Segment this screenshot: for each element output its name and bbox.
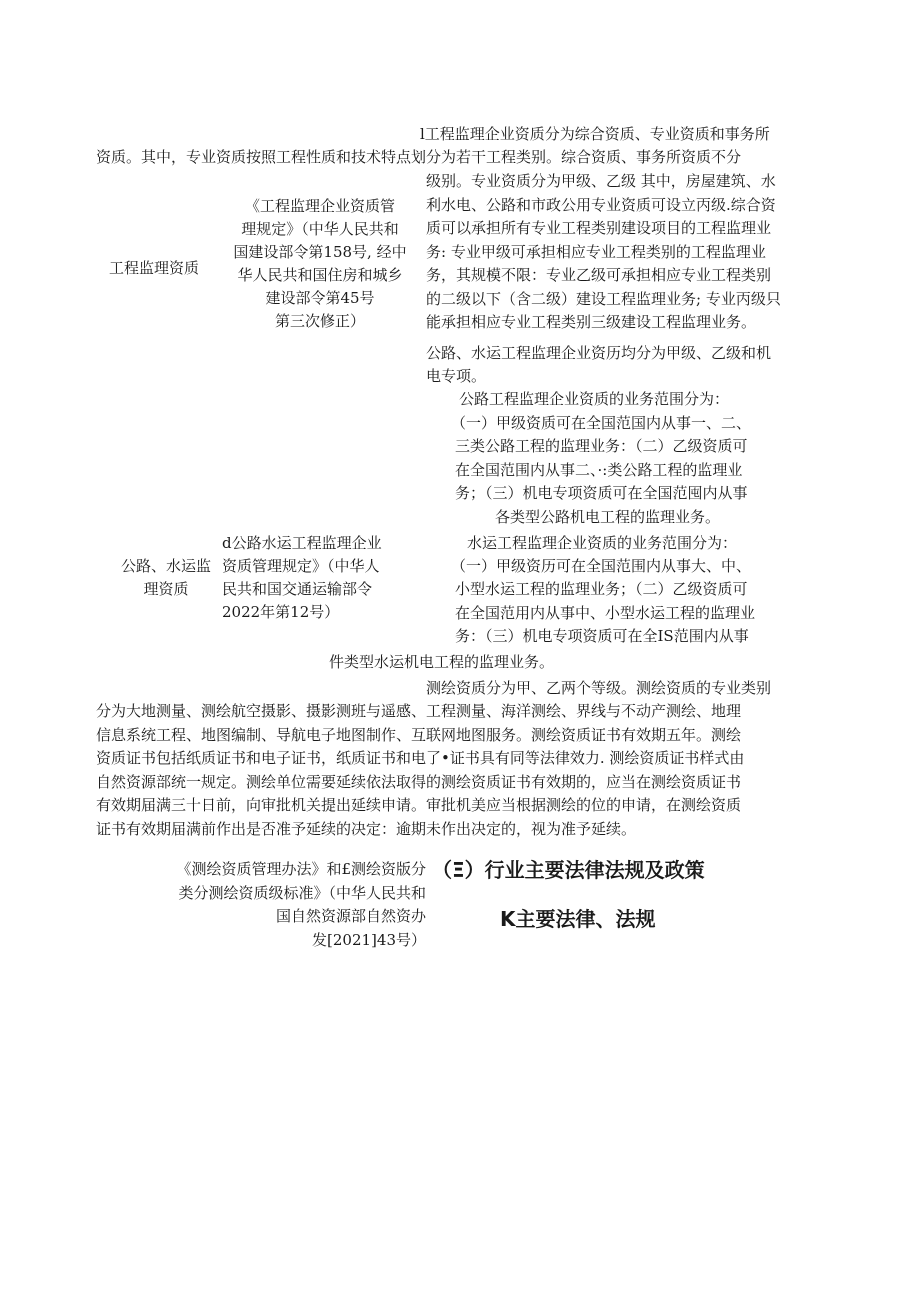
row3-source-line-2: 类分测绘资质级标准》（中华人民共和 — [178, 883, 426, 902]
row3-content-line-2: 分为大地测量、测绘航空摄影、摄影测班与遥感、工程测量、海洋测绘、界线与不动产测绘、地理 — [96, 702, 742, 720]
row3-content-line-1: 测绘资质分为甲、乙两个等级。测绘资质的专业类别 — [426, 679, 772, 697]
row1-content-line-9: 能承担相应专业工程类别三级建设工程监理业务。 — [426, 313, 757, 331]
row3-source-line-4: 发[2021]43号） — [312, 930, 426, 949]
row1-content-block — [426, 170, 781, 335]
row2-content-line-13: 务：（三）机电专项资质可在全IS范围内从事 — [455, 627, 749, 645]
row2-source-line-1: d公路水运工程监理企业 — [222, 534, 382, 552]
row3-content-line-6: 有效期届满三十日前，向审批机关提出延续申请。审批机美应当根据测绘的位的申请，在测绘资质 — [96, 796, 742, 814]
row2-content-line-6: 在全国范围内从事二、·:类公路工程的监理业 — [455, 461, 743, 479]
row1-content-line-6: 务: 专业甲级可承担相应专业工程类别的工程监理业 — [426, 242, 766, 261]
row2-content-line-10: （一）甲级资历可在全国范围内从事大、中、 — [451, 557, 752, 575]
row3-content-block — [96, 700, 744, 841]
row3-source-line-3: 国自然资源部自然资办 — [275, 907, 426, 925]
section-heading: （Ξ）行业主要法律法规及政策 — [432, 858, 705, 882]
row1-source-line-4: 华人民共和国住房和城乡 — [237, 266, 403, 284]
row1-content-line-3: 级别。专业资质分为甲级、乙级 其中，房屋建筑、水 — [426, 172, 776, 190]
row2-content-line-7: 务；（三）机电专项资质可在全国范囤内从事 — [455, 484, 748, 502]
row2-label-line-1: 公路、水运监 — [120, 557, 211, 575]
row2-content-line-1: 公路、水运工程监理企业资历均分为甲级、乙级和机 — [426, 344, 772, 362]
row2-source — [222, 532, 418, 624]
row2-source-line-3: 民共和国交通运输部令 — [222, 580, 373, 598]
row1-source-line-2: 理规定》（中华人民共和 — [241, 220, 399, 238]
row1-content-line-8: 的二级以下（含二级）建设工程监理业务; 专业丙级只 — [426, 289, 781, 308]
row2-content-line-14: 件类型水运机电工程的监理业务。 — [329, 653, 555, 671]
row2-source-line-2: 资质管理规定》（中华人 — [222, 557, 380, 575]
row3-content-line-4: 资质证书包括纸质证书和电子证书，纸质证书和电了•证书具有同等法律效力. 测绘资质证书样式由 — [96, 749, 745, 767]
row2-label-line-2: 理资质 — [143, 580, 189, 598]
row2-content-line-12: 在全国范用内从事中、小型水运工程的监理业 — [455, 604, 756, 622]
row1-source-line-3: 国建设部令第158号, 经中 — [233, 243, 407, 261]
row3-source-line-1: 《测绘资质管理办法》和£测绘资版分 — [176, 860, 426, 878]
row1-source-line-5: 建设部令第45号 — [265, 289, 375, 307]
row1-source — [222, 195, 418, 333]
row2-source-line-4: 2022年第12号） — [222, 603, 340, 621]
row3-content-line-5: 自然资源部统一规定。测绘单位需要延续依法取得的测绘资质证书有效期的，应当在测绘资质证书 — [96, 772, 742, 791]
subsection-heading: K主要法律、法规 — [500, 907, 656, 931]
row2-content-line-11: 小型水运工程的监理业务；（二）乙级资质可 — [455, 580, 748, 598]
row1-content-line-5: 质可以承担所有专业工程类别建设项目的工程监理业 — [426, 219, 772, 237]
row1-source-line-6: 第三次修正） — [274, 312, 365, 330]
row2-content-line-3: 公路工程监理企业资质的业务范围分为： — [459, 390, 730, 408]
row3-content-line-7: 证书有效期届满前作出是否准予延续的决定：逾期未作出决定的，视为准予延续。 — [96, 819, 637, 838]
row2-content-line-9: 水运工程监理企业资质的业务范围分为： — [467, 534, 738, 552]
row2-content-line-5: 三类公路工程的监理业务：（二）乙级资质可 — [455, 437, 748, 455]
row2-label — [106, 555, 226, 601]
row1-content-line-1: l工程监理企业资质分为综合资质、专业资质和事务所 — [420, 125, 770, 143]
row2-content-line-4: （一）甲级资质可在全国范国内从事一、二、 — [451, 414, 752, 432]
row1-label: 工程监理资质 — [109, 259, 200, 277]
row3-source — [120, 858, 426, 952]
row3-content-line-3: 信息系统工程、地图编制、导航电子地图制作、互联网地图服务。测绘资质证书有效期五年。测绘 — [96, 725, 742, 744]
row1-content-line-7: 务，其规模不限：专业乙级可承担相应专业工程类别 — [426, 266, 772, 284]
row2-content-line-2: 电专项。 — [426, 367, 487, 385]
row2-content-line-8: 各类型公路机电工程的监理业务。 — [495, 508, 721, 526]
row1-content-line-2: 资质。其中，专业资质按照工程性质和技术特点划分为若干工程类别。综合资质、事务所资质不分 — [96, 148, 742, 166]
row1-source-line-1: 《工程监理企业资质管 — [244, 197, 395, 215]
row1-content-line-4: 利水电、公路和市政公用专业资质可设立丙级.综合资 — [426, 195, 776, 214]
